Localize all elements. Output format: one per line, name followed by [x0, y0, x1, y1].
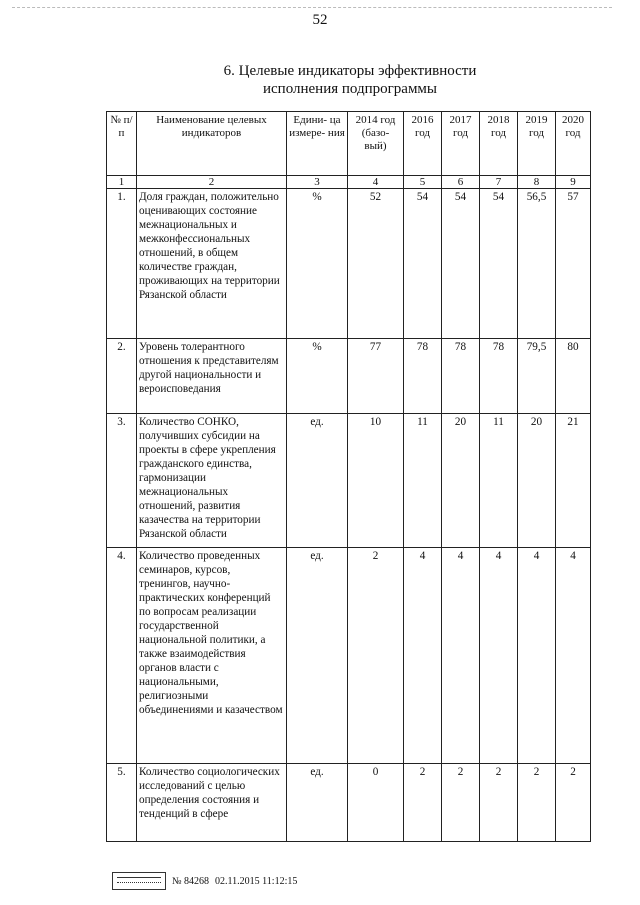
indicator-unit: ед.: [287, 764, 348, 842]
indicator-unit: %: [287, 189, 348, 339]
value-2014: 52: [348, 189, 404, 339]
value-2014: 2: [348, 548, 404, 764]
value-2017: 4: [442, 548, 480, 764]
value-2019: 79,5: [518, 339, 556, 414]
indicator-name: Уровень толерантного отношения к представителям другой национальности и вероисповедания: [137, 339, 287, 414]
title-line-1: 6. Целевые индикаторы эффективности: [223, 63, 477, 79]
value-2019: 2: [518, 764, 556, 842]
value-2016: 4: [404, 548, 442, 764]
column-index: 6: [442, 176, 480, 189]
value-2018: 2: [480, 764, 518, 842]
page-number: 52: [312, 12, 328, 28]
document-stamp-icon: [112, 872, 166, 890]
section-title: [120, 62, 580, 98]
title-line-2: исполнения подпрограммы: [262, 81, 438, 97]
indicator-name: Количество проведенных семинаров, курсов, тренингов, научно-практических конференций по вопросам реализации государственной национальной политики, а также взаимодействия органов власти с национальными, религиозными объединениями и казачеством: [137, 548, 287, 764]
value-2018: 11: [480, 414, 518, 548]
value-2014: 77: [348, 339, 404, 414]
column-index: 7: [480, 176, 518, 189]
column-index-row: [107, 176, 591, 189]
column-index: 5: [404, 176, 442, 189]
value-2018: 78: [480, 339, 518, 414]
column-index: 2: [137, 176, 287, 189]
column-index: 8: [518, 176, 556, 189]
value-2014: 0: [348, 764, 404, 842]
indicator-name: Количество социологических исследований с целью определения состояния и тенденций в сфере: [137, 764, 287, 842]
header-unit: Едини- ца измере- ния: [287, 112, 348, 176]
table-row: [107, 414, 591, 548]
indicator-unit: ед.: [287, 548, 348, 764]
value-2019: 56,5: [518, 189, 556, 339]
value-2017: 2: [442, 764, 480, 842]
row-number: 2.: [107, 339, 137, 414]
indicator-unit: ед.: [287, 414, 348, 548]
header-2020: 2020 год: [556, 112, 591, 176]
indicator-unit: %: [287, 339, 348, 414]
value-2016: 11: [404, 414, 442, 548]
value-2020: 57: [556, 189, 591, 339]
value-2018: 4: [480, 548, 518, 764]
header-row: [107, 112, 591, 176]
header-num: № п/п: [107, 112, 137, 176]
header-2017: 2017 год: [442, 112, 480, 176]
column-index: 1: [107, 176, 137, 189]
column-index: 9: [556, 176, 591, 189]
value-2019: 20: [518, 414, 556, 548]
indicators-table: [106, 111, 591, 842]
table-row: [107, 764, 591, 842]
value-2017: 54: [442, 189, 480, 339]
document-timestamp: 02.11.2015 11:12:15: [215, 875, 298, 887]
header-2016: 2016 год: [404, 112, 442, 176]
footer: [112, 872, 297, 890]
value-2019: 4: [518, 548, 556, 764]
value-2020: 2: [556, 764, 591, 842]
table-row: [107, 339, 591, 414]
column-index: 3: [287, 176, 348, 189]
value-2016: 2: [404, 764, 442, 842]
value-2016: 78: [404, 339, 442, 414]
value-2020: 4: [556, 548, 591, 764]
column-index: 4: [348, 176, 404, 189]
value-2017: 78: [442, 339, 480, 414]
row-number: 1.: [107, 189, 137, 339]
value-2018: 54: [480, 189, 518, 339]
header-2014: 2014 год (базо- вый): [348, 112, 404, 176]
document-number: № 84268: [172, 875, 210, 887]
row-number: 5.: [107, 764, 137, 842]
top-scan-edge: [12, 7, 612, 8]
value-2020: 80: [556, 339, 591, 414]
row-number: 4.: [107, 548, 137, 764]
value-2020: 21: [556, 414, 591, 548]
value-2017: 20: [442, 414, 480, 548]
table-row: [107, 189, 591, 339]
value-2014: 10: [348, 414, 404, 548]
indicator-name: Количество СОНКО, получивших субсидии на проекты в сфере укрепления гражданского единства, гармонизации межнациональных отношений, развития казачества на территории Рязанской области: [137, 414, 287, 548]
table-row: [107, 548, 591, 764]
row-number: 3.: [107, 414, 137, 548]
value-2016: 54: [404, 189, 442, 339]
header-name: Наименование целевых индикаторов: [137, 112, 287, 176]
header-2019: 2019 год: [518, 112, 556, 176]
indicator-name: Доля граждан, положительно оценивающих состояние межнациональных и межконфессиональных отношений, в общем количестве граждан, проживающих на территории Рязанской области: [137, 189, 287, 339]
header-2018: 2018 год: [480, 112, 518, 176]
